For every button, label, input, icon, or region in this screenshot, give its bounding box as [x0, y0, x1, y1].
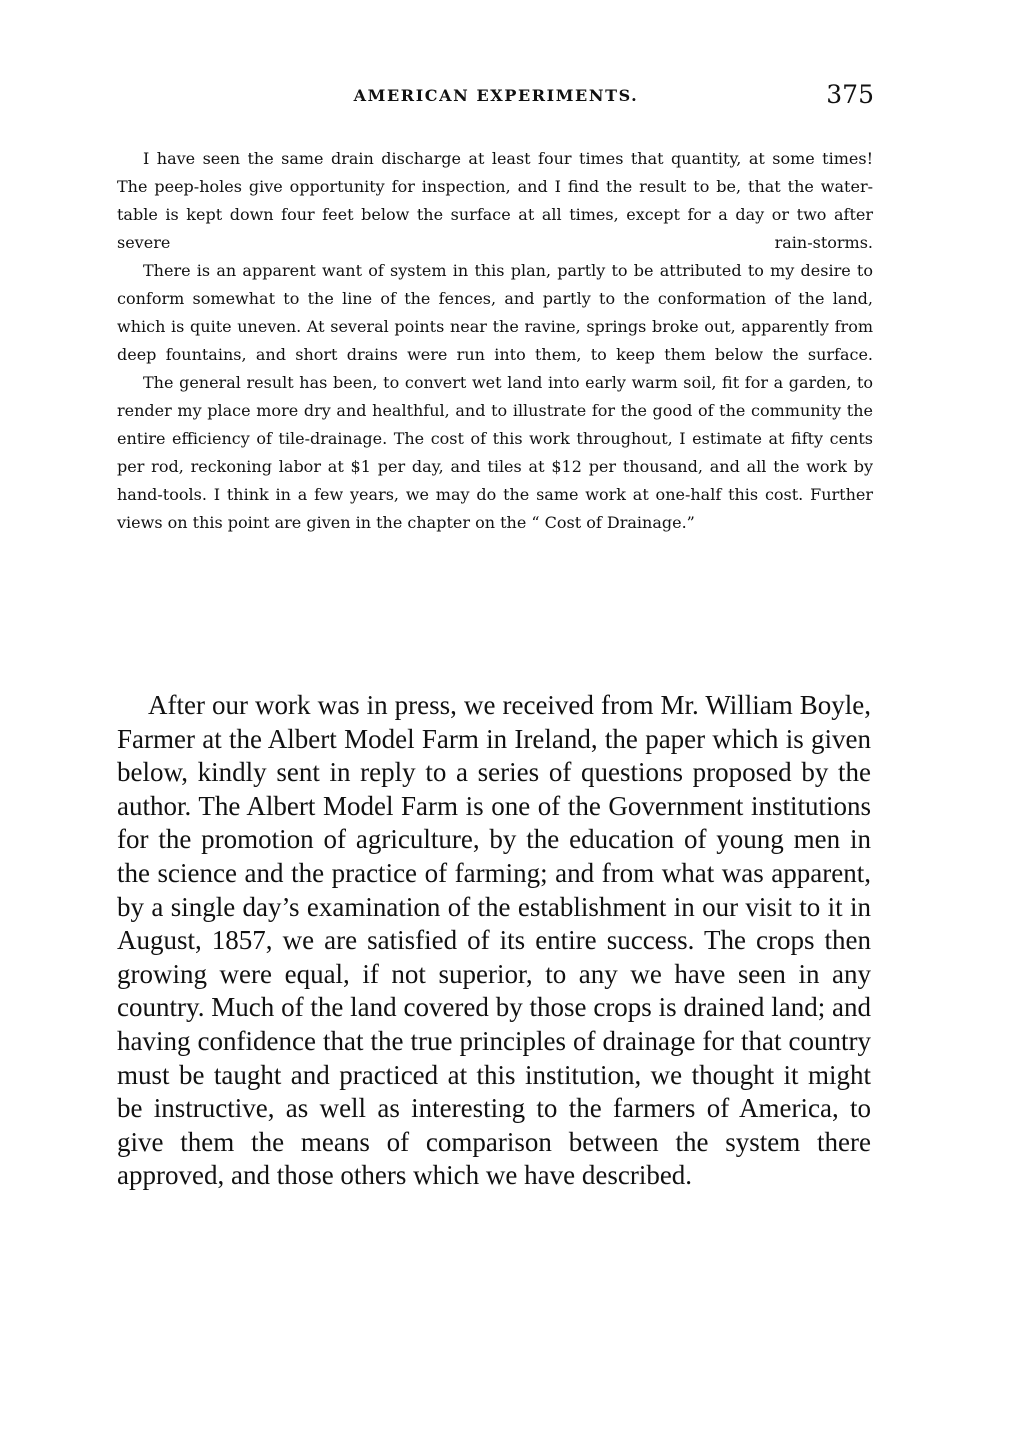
page-number: 375 — [826, 80, 874, 109]
page-header — [118, 80, 874, 114]
main-text — [117, 689, 871, 1193]
main-paragraph: After our work was in press, we received from Mr. William Boyle, Farmer at the Albert Model Farm in Ireland, the paper which is given below, kindly sent in reply to a series of questions proposed by the author. The Albert Model Farm is one of the Government institutions for the promotion of agriculture, by the education of young men in the science and the practice of farming; and from what was apparent, by a single day’s examination of the establishment in our visit to it in August, 1857, we are satisfied of its entire success. The crops then growing were equal, if not superior, to any we have seen in any country. Much of the land covered by those crops is drained land; and having confidence that the true principles of drainage for that country must be taught and practiced at this institution, we thought it might be instructive, as well as interesting to the farmers of America, to give them the means of comparison between the system there approved, and those others which we have described. — [117, 690, 871, 1191]
quoted-paragraph: There is an apparent want of system in this plan, partly to be attributed to my desire to conform somewhat to the line of the fences, and partly to the conformation of the land, which is quite uneven. At several points near the ravine, springs broke out, apparently from deep fountains, and short drains were run into them, to keep them below the surface. — [117, 261, 873, 364]
quoted-paragraph: The general result has been, to convert wet land into early warm soil, fit for a garden, to render my place more dry and healthful, and to illustrate for the good of the community the entire efficiency of tile-drainage. The cost of this work throughout, I estimate at fifty cents per rod, reckoning labor at $1 per day, and tiles at $12 per thousand, and all the work by hand-tools. I think in a few years, we may do the same work at one-half this cost. Further views on this point are given in the chapter on the “ Cost of Drainage.” — [117, 373, 873, 532]
quoted-paragraph: I have seen the same drain discharge at least four times that quantity, at some times! The peep-holes give opportunity for inspection, and I find the result to be, that the water-table is kept down four feet below the surface at all times, except for a day or two after severe rain-storms. — [117, 149, 873, 252]
quoted-letter-excerpt — [117, 145, 873, 537]
running-head: AMERICAN EXPERIMENTS. — [353, 86, 639, 105]
